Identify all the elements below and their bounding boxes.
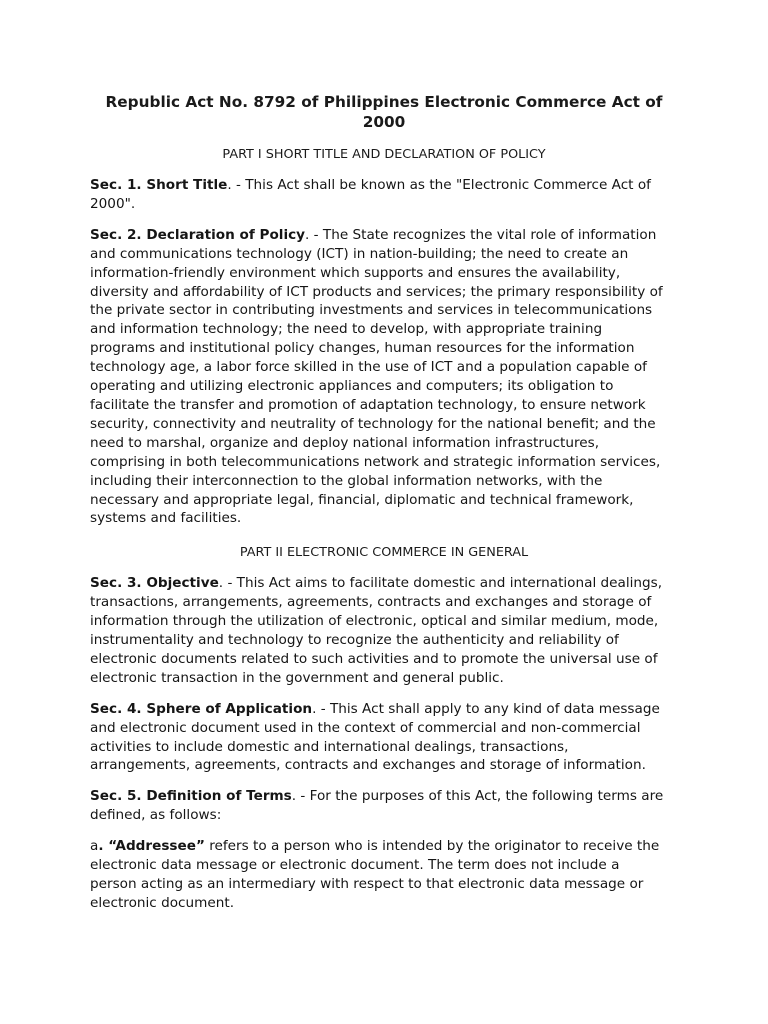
document-body	[90, 92, 678, 913]
section-3-paragraph	[90, 574, 678, 687]
section-2-label: Sec. 2. Declaration of Policy	[90, 226, 306, 243]
section-1-paragraph	[90, 176, 678, 214]
section-5-label: Sec. 5. Definition of Terms	[90, 788, 292, 805]
definition-a-letter: a	[90, 838, 99, 855]
section-4-text: . - This Act shall apply to any kind of data message and electronic document used in the context of commercial and non-commercial activities to include domestic and international dealings, transactions, arrangements, agreements, contracts and exchanges and storage of information.	[90, 700, 660, 774]
definition-a-paragraph	[90, 837, 678, 913]
section-1-text: . - This Act shall be known as the "Electronic Commerce Act of 2000".	[90, 177, 651, 212]
part-ii-heading: PART II ELECTRONIC COMMERCE IN GENERAL	[239, 545, 529, 561]
section-5-paragraph	[90, 787, 678, 825]
section-2-paragraph	[90, 226, 678, 529]
section-3-label: Sec. 3. Objective	[90, 575, 219, 592]
section-4-paragraph	[90, 700, 678, 776]
section-1-label: Sec. 1. Short Title	[90, 177, 228, 193]
part-i-heading: PART I SHORT TITLE AND DECLARATION OF POLICY	[222, 147, 546, 162]
section-2-text: . - The State recognizes the vital role of information and communications technology (ICT) in nation-building; the need to create an information-friendly environment which supports and ensures the availability, diversity and affordability of ICT products and services; the primary responsibility of the private sector in contributing investments and services in telecommunications and information technology; the need to develop, with appropriate training programs and institutional policy changes, human resources for the information technology age, a labor force skilled in the use of ICT and a population capable of operating and utilizing electronic appliances and computers; its obligation to facilitate the transfer and promotion of adaptation technology, to ensure network security, connectivity and neutrality of technology for the national benefit; and the need to marshal, organize and deploy national information infrastructures, comprising in both telecommunications network and strategic information services, including their interconnection to the global information networks, with the necessary and appropriate legal, financial, diplomatic and technical framework, systems and facilities.	[90, 226, 663, 527]
section-4-label: Sec. 4. Sphere of Application	[90, 700, 313, 717]
document-title: Republic Act No. 8792 of Philippines Electronic Commerce Act of 2000	[105, 93, 663, 131]
section-5-text: . - For the purposes of this Act, the following terms are defined, as follows:	[90, 788, 664, 824]
definition-a-term: . “Addressee”	[98, 838, 205, 855]
section-3-text: . - This Act aims to facilitate domestic and international dealings, transactions, arrangements, agreements, contracts and exchanges and storage of information through the utilization of electronic, optical and similar medium, mode, instrumentality and technology to recognize the authenticity and reliability of electronic documents related to such activities and to promote the universal use of electronic transaction in the government and general public.	[90, 575, 663, 686]
definition-a-text: refers to a person who is intended by the originator to receive the electronic data message or electronic document. The term does not include a person acting as an intermediary with respect to that electronic data message or electronic document.	[90, 838, 660, 911]
